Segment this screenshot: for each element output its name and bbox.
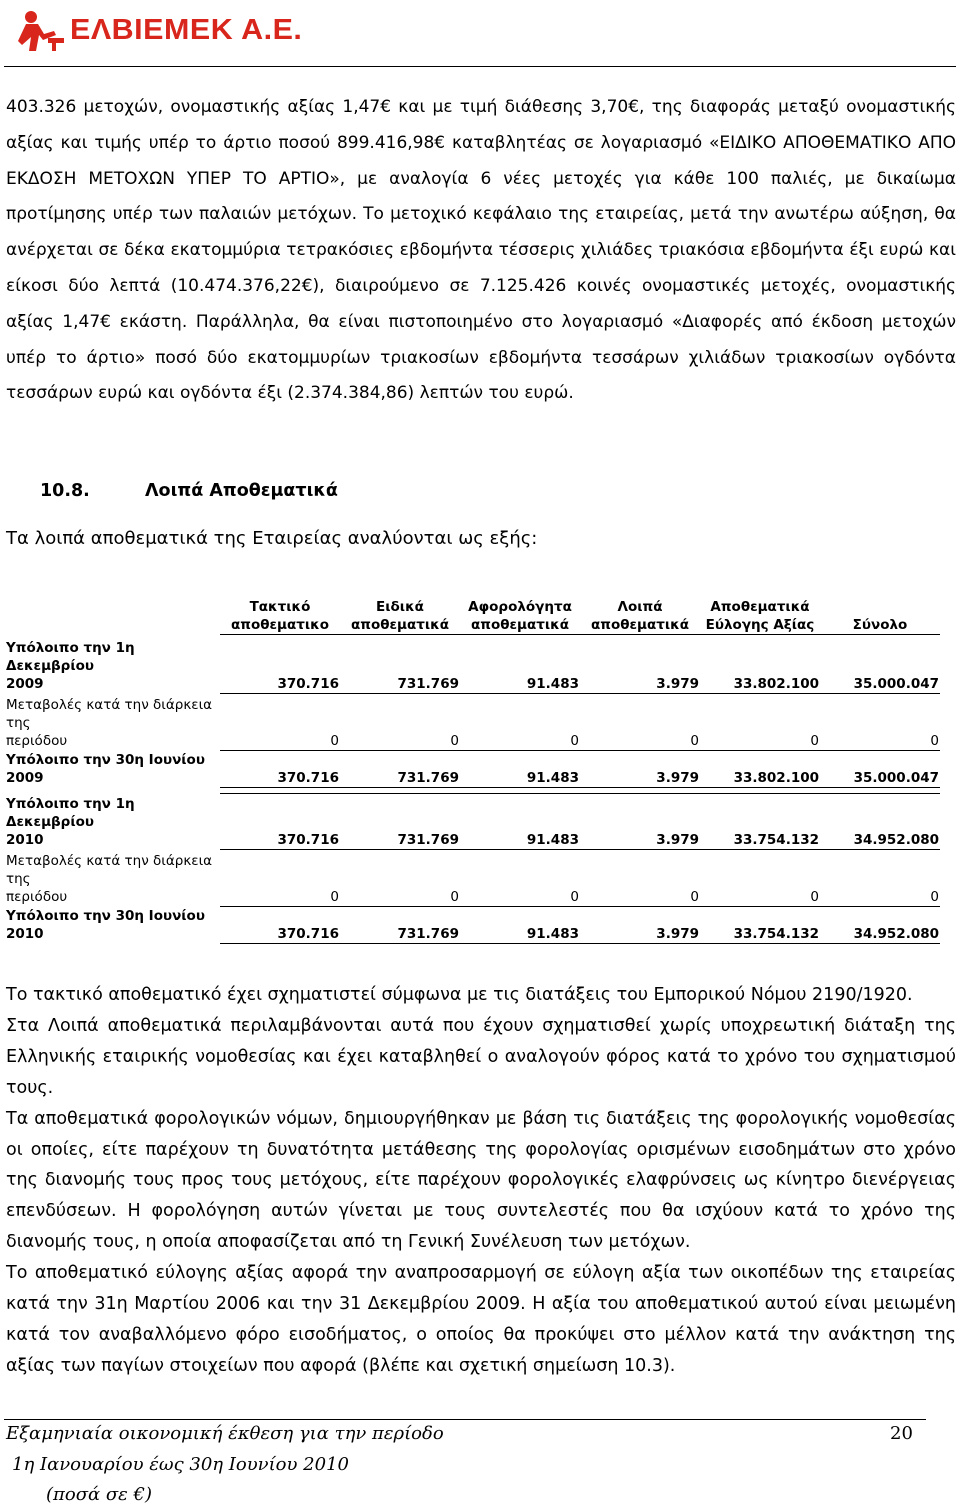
company-logo xyxy=(14,6,303,54)
footer-report-title: Εξαμηνιαία οικονομική έκθεση για την περίοδο xyxy=(6,1423,444,1444)
table-row: Υπόλοιπο την 1η Δεκεμβρίου 2009 370.716 731.769 91.483 3.979 33.802.100 35.000.047 xyxy=(6,635,940,693)
col-header-special-reserves: Ειδικά αποθεματικά xyxy=(351,599,449,633)
paragraph-capital-increase: 403.326 μετοχών, ονομαστικής αξίας 1,47€ και με τιμή διάθεσης 3,70€, της διαφοράς μεταξύ ονομαστικής αξίας και τιμής υπέρ το άρτιο ποσού 899.416,98€ καταβλητέας σε λογαριασμό «ΕΙΔΙΚΟ ΑΠΟΘΕΜΑΤΙΚΟ ΑΠΟ ΕΚΔΟΣΗ ΜΕΤΟΧΩΝ ΥΠΕΡ ΤΟ ΑΡΤΙΟ», με αναλογία 6 νέες μετοχές για κάθε 100 παλιές, με δικαίωμα προτίμησης υπέρ των παλαιών μετόχων. Το μετοχικό κεφάλαιο της εταιρείας, μετά την ανωτέρω αύξηση, θα ανέρχεται σε δέκα εκατομμύρια τετρακόσιες εβδομήντα τέσσερις χιλιάδες τριακόσια εβδομήντα έξι ευρώ και είκοσι δύο λεπτά (10.474.376,22€), διαιρούμενο σε 7.125.426 κοινές ονομαστικές μετοχές, ονομαστικής αξίας 1,47€ εκάστη. Παράλληλα, θα είναι πιστοποιημένο στο λογαριασμό «Διαφορές από έκδοση μετοχών υπέρ το άρτιο» ποσό δύο εκατομμυρίων τριακοσίων εβδομήντα τεσσάρων χιλιάδων τριακοσίων ογδόντα τεσσάρων ευρώ και ογδόντα έξι (2.374.384,86) λεπτών του ευρώ. xyxy=(6,97,956,404)
section-intro: Τα λοιπά αποθεματικά της Εταιρείας αναλύονται ως εξής: xyxy=(6,528,538,549)
col-header-other-reserves: Λοιπά αποθεματικά xyxy=(591,599,689,633)
section-title: Λοιπά Αποθεματικά xyxy=(145,481,338,501)
table-row: Υπόλοιπο την 1η Δεκεμβρίου 2010 370.716 731.769 91.483 3.979 33.754.132 34.952.080 xyxy=(6,796,939,848)
col-header-total: Σύνολο xyxy=(820,598,940,635)
page-number: 20 xyxy=(890,1423,913,1444)
col-header-regular-reserve: Τακτικό αποθεματικο xyxy=(231,599,329,633)
col-header-fair-value-reserves: Αποθεματικά Εύλογης Αξίας xyxy=(705,599,815,633)
table-row: Μεταβολές κατά την διάρκεια της περιόδου 0 0 0 0 0 0 xyxy=(6,849,940,906)
logo-text: ΕΛΒΙΕΜΕΚ Α.Ε. xyxy=(70,13,303,46)
col-header-tax-free-reserves: Αφορολόγητα αποθεματικά xyxy=(468,599,572,633)
footer-divider xyxy=(4,1419,926,1420)
table-row: Υπόλοιπο την 30η Ιουνίου 2010 370.716 731.769 91.483 3.979 33.754.132 34.952.080 xyxy=(6,908,939,942)
table-row: Μεταβολές κατά την διάρκεια της περιόδου 0 0 0 0 0 0 xyxy=(6,693,940,750)
notes-text xyxy=(6,980,956,1382)
worker-icon xyxy=(14,7,66,53)
table-row: Υπόλοιπο την 30η Ιουνίου 2009 370.716 731.769 91.483 3.979 33.802.100 35.000.047 xyxy=(6,752,939,786)
paragraph-tax-reserves: Τα αποθεματικά φορολογικών νόμων, δημιουργήθηκαν με βάση τις διατάξεις της φορολογικής νομοθεσίας οι οποίες, είτε παρέχουν τη δυνατότητα μετάθεσης της φορολογίας ορισμένων εισοδημάτων στο χρόνο της διανομής τους προς τους μετόχους, είτε παρέχουν φορολογικές ελαφρύνσεις ως κίνητρο διενέργειας επενδύσεων. Η φορολόγηση αυτών γίνεται με τους συντελεστές που θα ισχύουν κατά το χρόνο της διανομής τους, η οποία αποφασίζεται από τη Γενική Συνέλευση των μετόχων. xyxy=(6,1108,956,1253)
header-divider xyxy=(4,66,956,67)
reserves-table xyxy=(6,598,940,788)
table-header-row xyxy=(6,598,940,635)
paragraph-other-reserves: Στα Λοιπά αποθεματικά περιλαμβάνονται αυτά που έχουν σχηματισθεί χωρίς υποχρεωτική διάταξη της Ελληνικής εταιρικής νομοθεσίας και έχει καταβληθεί ο αναλογούν φόρος κατά το χρόνο του σχηματισμού τους. xyxy=(6,1015,956,1098)
footer-period: 1η Ιανουαρίου έως 30η Ιουνίου 2010 xyxy=(12,1454,349,1475)
section-number: 10.8. xyxy=(40,481,90,501)
paragraph-fair-value-reserve: Το αποθεματικό εύλογης αξίας αφορά την αναπροσαρμογή σε εύλογη αξία των οικοπέδων της εταιρείας κατά την 31η Μαρτίου 2006 και την 31 Δεκεμβρίου 2009. Η αξία του αποθεματικού αυτού είναι μειωμένη κατά τον αναβαλλόμενο φόρο εισοδήματος, ο οποίος θα προκύψει στο μέλλον κατά την ανάκτηση της αξίας των παγίων στοιχείων που αφορά (βλέπε και σχετική σημείωση 10.3). xyxy=(6,1263,956,1376)
footer-currency-note: (ποσά σε €) xyxy=(46,1484,152,1505)
paragraph-regular-reserve: Το τακτικό αποθεματικό έχει σχηματιστεί σύμφωνα με τις διατάξεις του Εμπορικού Νόμου 2190/1920. xyxy=(6,985,913,1005)
reserves-table-2010 xyxy=(6,793,940,944)
